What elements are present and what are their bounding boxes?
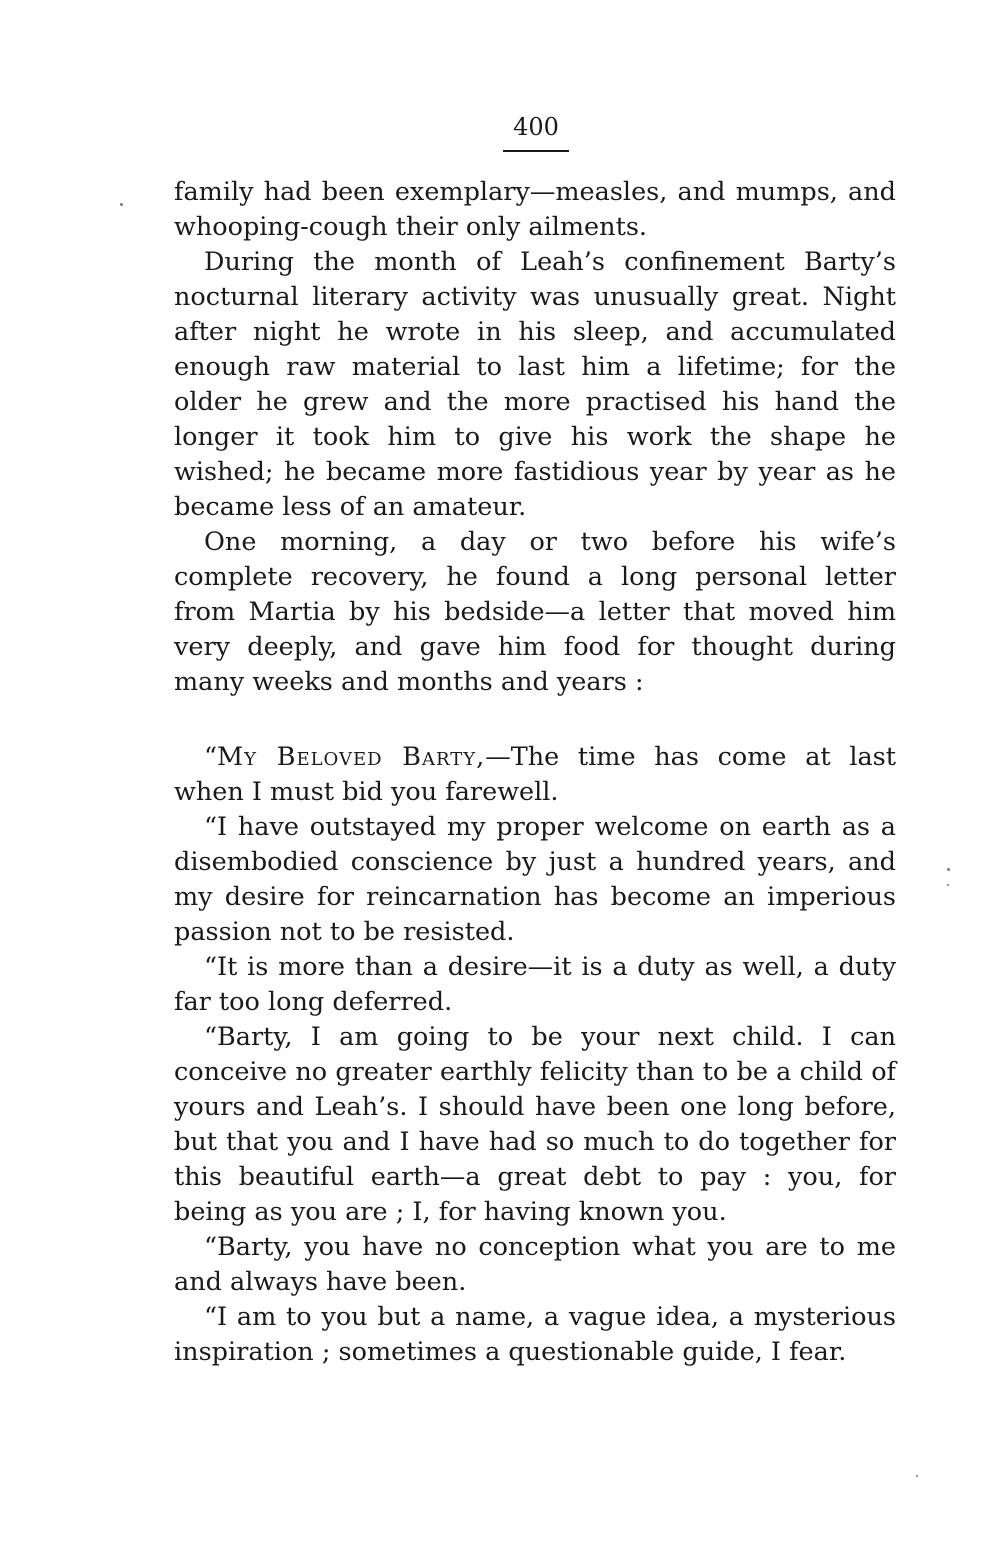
letter-paragraph: “Barty, you have no conception what you are to me and always have been.: [174, 1232, 896, 1297]
paper-speck: [947, 884, 949, 886]
paper-speck: [947, 868, 950, 871]
paragraph: One morning, a day or two before his wife’s complete recovery, he found a long personal letter from Martia by his bedside—a letter that moved him very deeply, and gave him food for thought during many weeks and months and years :: [174, 527, 896, 697]
letter-paragraph: “I am to you but a name, a vague idea, a mysterious inspiration ; sometimes a questionable guide, I fear.: [174, 1302, 896, 1367]
letter-open-quote: “: [204, 742, 218, 772]
letter-paragraph: “It is more than a desire—it is a duty as well, a duty far too long deferred.: [174, 952, 896, 1017]
page-number: 400: [513, 113, 559, 141]
paper-speck: [120, 203, 123, 206]
letter-paragraph: “Barty, I am going to be your next child. I can conceive no greater earthly felicity than to be a child of yours and Leah’s. I should have been one long before, but that you and I have had so much to do together for this beautiful earth—a great debt to pay : you, for being as you are ; I, for having known you.: [174, 1022, 896, 1227]
paragraph: During the month of Leah’s confinement Barty’s nocturnal literary activity was unusually great. Night after night he wrote in his sleep, and accumulated enough raw material to last him a lifetime; for the older he grew and the more practised his hand the longer it took him to give his work the shape he wished; he became more fastidious year by year as he became less of an amateur.: [174, 247, 896, 522]
letter-opening: [174, 740, 896, 810]
letter-text: [174, 740, 896, 1370]
narrative-text: [174, 175, 896, 700]
paragraph-continuation: family had been exemplary—measles, and mumps, and whooping-cough their only ailments.: [174, 177, 896, 242]
page-number-rule: [503, 150, 569, 152]
letter-salutation: My Beloved Barty,: [217, 742, 486, 772]
letter-paragraph: “I have outstayed my proper welcome on earth as a disembodied conscience by just a hundred years, and my desire for reincarnation has become an imperious passion not to be resisted.: [174, 812, 896, 947]
paper-speck: [916, 1475, 918, 1477]
letter-opening-rest: —The time has come at last when I must bid you farewell.: [174, 742, 897, 807]
